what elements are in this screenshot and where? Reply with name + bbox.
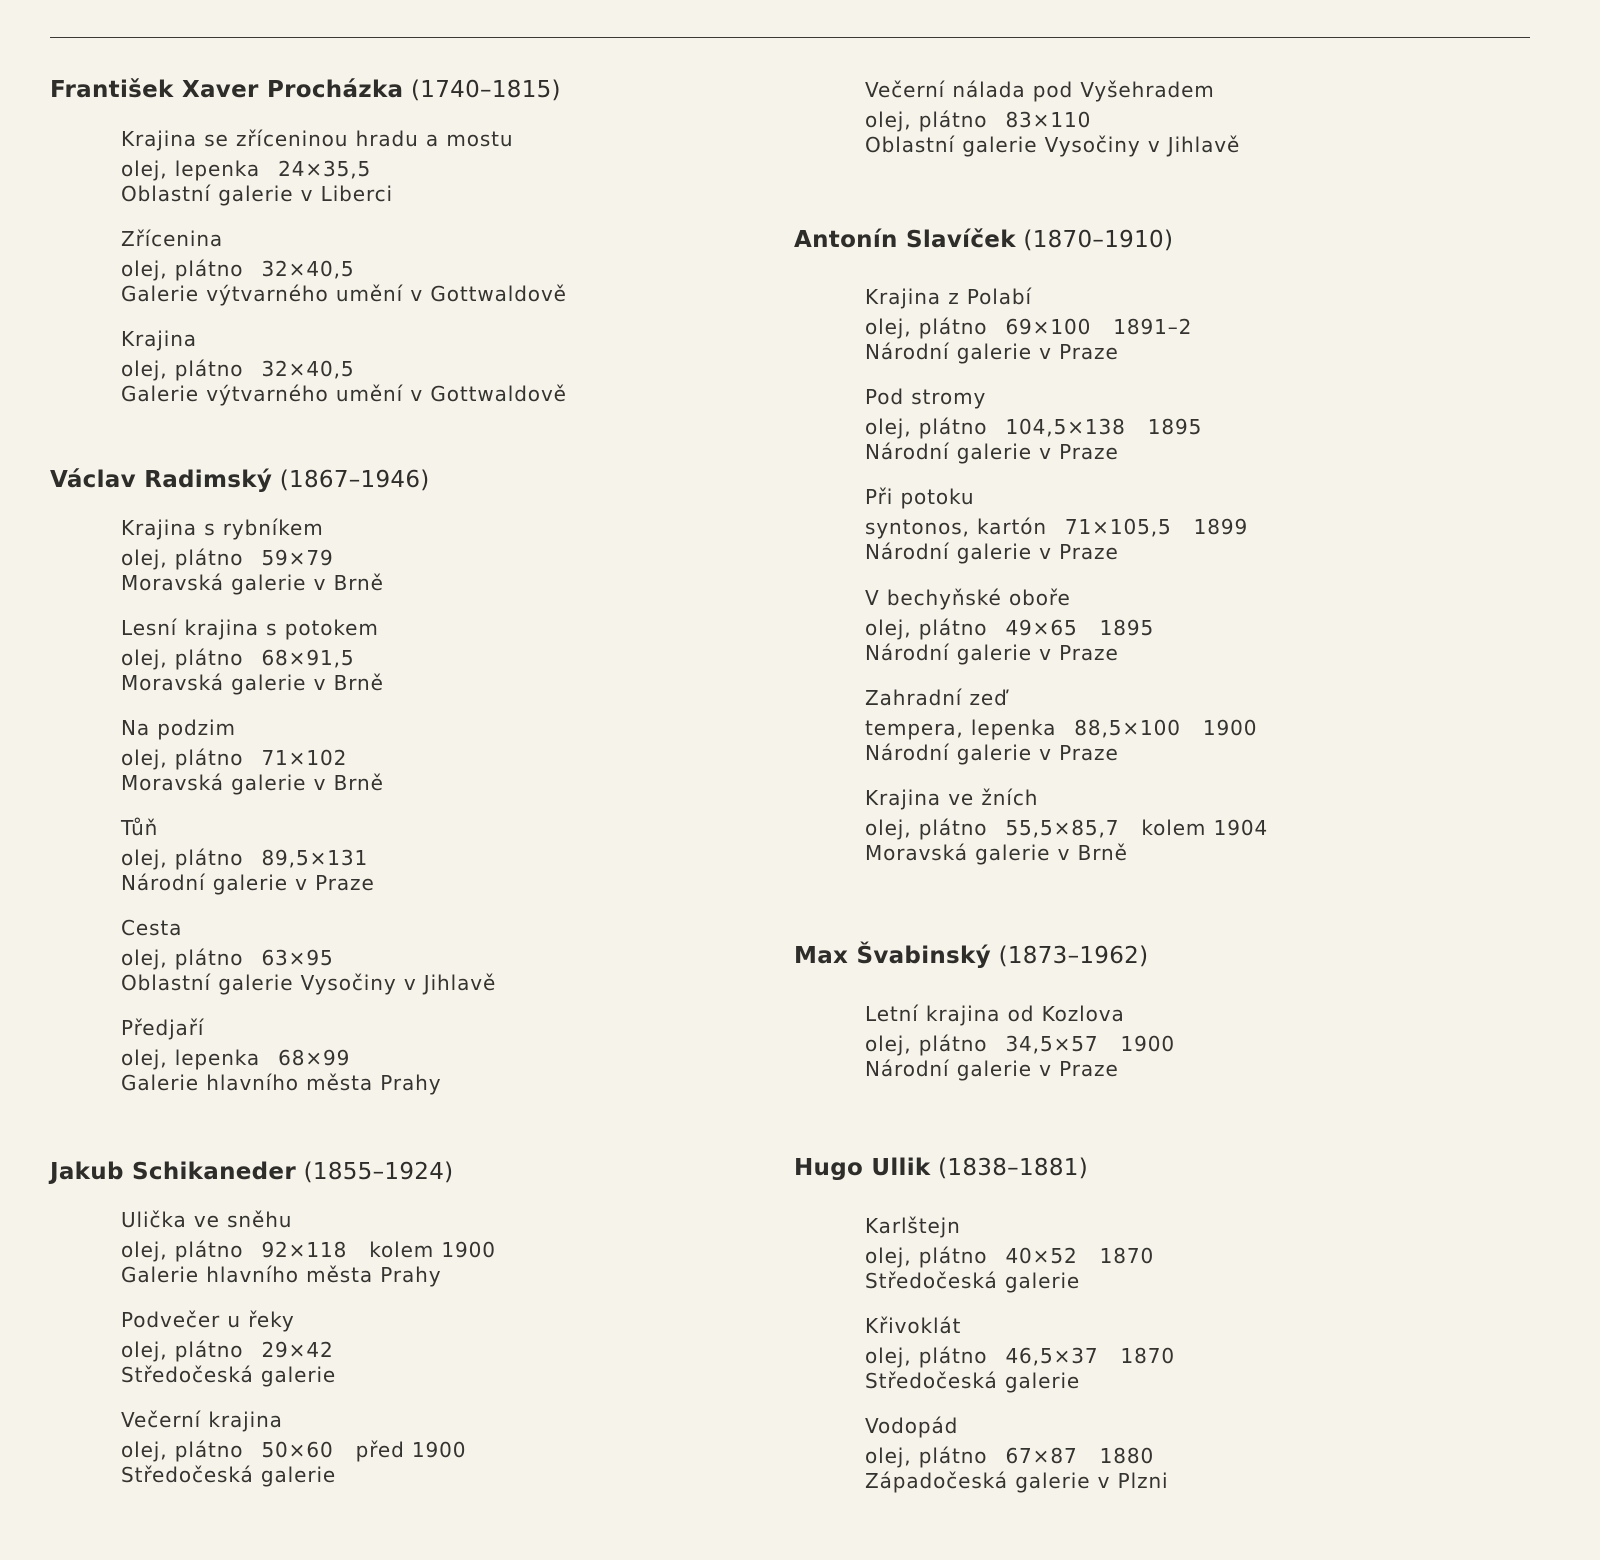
artist-years: (1740–1815) (411, 77, 561, 103)
artwork-collection: Středočeská galerie (865, 1269, 1081, 1293)
artwork-dimensions: 68×99 (278, 1046, 351, 1070)
artwork-entry (121, 1408, 466, 1488)
artwork-collection: Galerie hlavního města Prahy (121, 1071, 442, 1095)
artwork-entry (865, 1214, 1154, 1294)
artwork-collection: Národní galerie v Praze (121, 871, 375, 895)
artwork-dimensions: 63×95 (261, 946, 334, 970)
artwork-dimensions: 40×52 (1005, 1244, 1078, 1268)
artwork-medium: olej, lepenka (121, 157, 261, 181)
artwork-dimensions: 68×91,5 (261, 646, 355, 670)
artwork-details (121, 257, 567, 282)
artwork-entry (121, 816, 375, 896)
artwork-details (121, 746, 384, 771)
artwork-dimensions: 29×42 (261, 1338, 334, 1362)
artwork-details (121, 946, 496, 971)
artwork-details (121, 546, 384, 571)
artwork-collection: Oblastní galerie Vysočiny v Jihlavě (865, 133, 1241, 157)
artwork-dimensions: 55,5×85,7 (1005, 816, 1120, 840)
artwork-details (865, 108, 1240, 133)
artist-years: (1870–1910) (1023, 227, 1174, 253)
artwork-entry (865, 78, 1240, 158)
artwork-title: Letní krajina od Kozlova (865, 1002, 1125, 1026)
artwork-collection: Západočeská galerie v Plzni (865, 1469, 1169, 1493)
artwork-medium: olej, plátno (865, 1444, 988, 1468)
artwork-dimensions: 92×118 (261, 1238, 348, 1262)
artwork-medium: olej, plátno (121, 357, 244, 381)
artwork-medium: olej, plátno (121, 1338, 244, 1362)
artwork-title: Zahradní zeď (865, 686, 1008, 710)
artwork-medium: olej, plátno (121, 1438, 244, 1462)
artist-heading (794, 1153, 1088, 1183)
artwork-details (865, 1244, 1154, 1269)
artwork-title: Karlštejn (865, 1214, 961, 1238)
artwork-date: 1900 (1120, 1032, 1175, 1056)
artwork-details (121, 1238, 496, 1263)
artwork-collection: Národní galerie v Praze (865, 540, 1119, 564)
artwork-entry (121, 327, 567, 407)
artwork-dimensions: 104,5×138 (1005, 415, 1126, 439)
artwork-title: Předjaří (121, 1016, 205, 1040)
artist-name: Jakub Schikaneder (50, 1159, 296, 1185)
artwork-title: Pod stromy (865, 385, 987, 409)
artwork-medium: olej, plátno (121, 646, 244, 670)
artwork-collection: Národní galerie v Praze (865, 440, 1119, 464)
artwork-medium: olej, plátno (865, 1344, 988, 1368)
artwork-entry (121, 1208, 496, 1288)
artist-heading (50, 75, 561, 105)
artwork-dimensions: 88,5×100 (1074, 716, 1181, 740)
artwork-dimensions: 32×40,5 (261, 257, 355, 281)
artwork-title: Večerní krajina (121, 1408, 283, 1432)
artist-years: (1867–1946) (279, 467, 430, 493)
artwork-details (121, 1338, 336, 1363)
artwork-date: 1895 (1147, 415, 1203, 439)
artwork-title: Křivoklát (865, 1314, 962, 1338)
artwork-collection: Moravská galerie v Brně (121, 671, 384, 695)
artwork-medium: olej, plátno (121, 1238, 244, 1262)
artwork-title: Krajina z Polabí (865, 285, 1032, 309)
artwork-dimensions: 71×102 (261, 746, 348, 770)
artwork-medium: olej, plátno (865, 108, 988, 132)
artwork-details (121, 357, 567, 382)
artwork-dimensions: 32×40,5 (261, 357, 355, 381)
artwork-entry (121, 616, 384, 696)
artwork-details (865, 1344, 1175, 1369)
artwork-collection: Moravská galerie v Brně (121, 571, 384, 595)
artwork-title: Vodopád (865, 1414, 959, 1438)
artwork-dimensions: 59×79 (261, 546, 334, 570)
artwork-date: kolem 1900 (369, 1238, 496, 1262)
artwork-entry (865, 1414, 1169, 1494)
artwork-entry (865, 786, 1268, 866)
artwork-collection: Galerie výtvarného umění v Gottwaldově (121, 282, 567, 306)
artwork-date: 1900 (1202, 716, 1258, 740)
artwork-dimensions: 89,5×131 (261, 846, 369, 870)
artwork-medium: olej, plátno (121, 746, 244, 770)
top-rule (50, 37, 1530, 38)
artwork-collection: Galerie hlavního města Prahy (121, 1263, 442, 1287)
artwork-title: Tůň (121, 816, 159, 840)
artwork-date: 1891–2 (1113, 315, 1193, 339)
artwork-dimensions: 69×100 (1005, 315, 1092, 339)
artist-name: Max Švabinský (794, 943, 991, 969)
artwork-details (865, 1444, 1169, 1469)
artwork-title: Zřícenina (121, 227, 224, 251)
artwork-entry (865, 1314, 1175, 1394)
artwork-medium: olej, plátno (121, 846, 244, 870)
artwork-collection: Národní galerie v Praze (865, 1057, 1119, 1081)
artwork-details (121, 646, 384, 671)
artwork-entry (121, 1016, 441, 1096)
artist-years: (1855–1924) (303, 1159, 454, 1185)
artwork-details (121, 157, 514, 182)
artwork-medium: olej, plátno (121, 946, 244, 970)
artwork-date: 1870 (1120, 1344, 1175, 1368)
artwork-medium: olej, plátno (865, 816, 988, 840)
artwork-medium: olej, plátno (865, 415, 988, 439)
artist-heading (794, 941, 1148, 971)
artwork-title: V bechyňské oboře (865, 586, 1071, 610)
artwork-entry (121, 916, 496, 996)
artwork-medium: olej, plátno (865, 1244, 988, 1268)
artwork-title: Na podzim (121, 716, 236, 740)
artwork-dimensions: 50×60 (261, 1438, 334, 1462)
artwork-entry (865, 285, 1192, 365)
artwork-details (121, 846, 375, 871)
artwork-entry (865, 485, 1248, 565)
artwork-collection: Národní galerie v Praze (865, 340, 1119, 364)
artist-name: Antonín Slavíček (794, 227, 1016, 253)
artwork-dimensions: 49×65 (1005, 616, 1078, 640)
artwork-date: 1870 (1099, 1244, 1155, 1268)
artwork-entry (121, 516, 384, 596)
artwork-collection: Středočeská galerie (121, 1463, 337, 1487)
artwork-collection: Moravská galerie v Brně (865, 841, 1128, 865)
artwork-entry (865, 686, 1257, 766)
artist-heading (50, 1157, 453, 1187)
artwork-title: Ulička ve sněhu (121, 1208, 293, 1232)
artwork-dimensions: 71×105,5 (1064, 515, 1172, 539)
artwork-title: Krajina se zříceninou hradu a mostu (121, 127, 514, 151)
artwork-date: 1899 (1193, 515, 1249, 539)
artist-years: (1838–1881) (938, 1155, 1088, 1181)
artwork-dimensions: 34,5×57 (1005, 1032, 1099, 1056)
artwork-title: Večerní nálada pod Vyšehradem (865, 78, 1215, 102)
artist-heading (50, 465, 430, 495)
artwork-title: Krajina (121, 327, 197, 351)
artwork-details (865, 616, 1154, 641)
artwork-title: Krajina ve žních (865, 786, 1039, 810)
artwork-entry (121, 1308, 336, 1388)
artwork-entry (121, 127, 514, 207)
artwork-collection: Národní galerie v Praze (865, 641, 1119, 665)
artwork-title: Krajina s rybníkem (121, 516, 324, 540)
artwork-details (865, 816, 1268, 841)
artwork-date: kolem 1904 (1141, 816, 1269, 840)
artwork-medium: olej, lepenka (121, 1046, 261, 1070)
artwork-medium: tempera, lepenka (865, 716, 1057, 740)
artwork-dimensions: 46,5×37 (1005, 1344, 1099, 1368)
artwork-details (121, 1438, 466, 1463)
artwork-dimensions: 67×87 (1005, 1444, 1078, 1468)
artwork-date: 1880 (1099, 1444, 1155, 1468)
artist-years: (1873–1962) (998, 943, 1149, 969)
artwork-collection: Moravská galerie v Brně (121, 771, 384, 795)
artwork-details (865, 415, 1202, 440)
artwork-collection: Oblastní galerie Vysočiny v Jihlavě (121, 971, 497, 995)
artwork-title: Podvečer u řeky (121, 1308, 295, 1332)
artwork-medium: olej, plátno (865, 315, 988, 339)
artwork-title: Cesta (121, 916, 183, 940)
artist-name: Hugo Ullik (794, 1155, 931, 1181)
artwork-medium: syntonos, kartón (865, 515, 1047, 539)
artwork-medium: olej, plátno (121, 546, 244, 570)
artwork-dimensions: 83×110 (1005, 108, 1092, 132)
artwork-medium: olej, plátno (865, 1032, 988, 1056)
artwork-entry (121, 716, 384, 796)
artwork-entry (121, 227, 567, 307)
artwork-collection: Oblastní galerie v Liberci (121, 182, 393, 206)
artwork-date: před 1900 (355, 1438, 467, 1462)
artwork-title: Lesní krajina s potokem (121, 616, 379, 640)
artwork-details (865, 315, 1192, 340)
artist-name: František Xaver Procházka (50, 77, 404, 103)
artwork-medium: olej, plátno (865, 616, 988, 640)
artwork-collection: Středočeská galerie (865, 1369, 1081, 1393)
artwork-dimensions: 24×35,5 (278, 157, 372, 181)
artist-heading (794, 225, 1173, 255)
artwork-collection: Národní galerie v Praze (865, 741, 1119, 765)
artwork-title: Při potoku (865, 485, 975, 509)
artist-name: Václav Radimský (50, 467, 273, 493)
artwork-details (865, 515, 1248, 540)
artwork-collection: Galerie výtvarného umění v Gottwaldově (121, 382, 567, 406)
artwork-entry (865, 1002, 1175, 1082)
artwork-details (121, 1046, 441, 1071)
artwork-medium: olej, plátno (121, 257, 244, 281)
artwork-details (865, 716, 1257, 741)
artwork-entry (865, 385, 1202, 465)
artwork-entry (865, 586, 1154, 666)
artwork-details (865, 1032, 1175, 1057)
artwork-date: 1895 (1099, 616, 1155, 640)
artwork-collection: Středočeská galerie (121, 1363, 337, 1387)
